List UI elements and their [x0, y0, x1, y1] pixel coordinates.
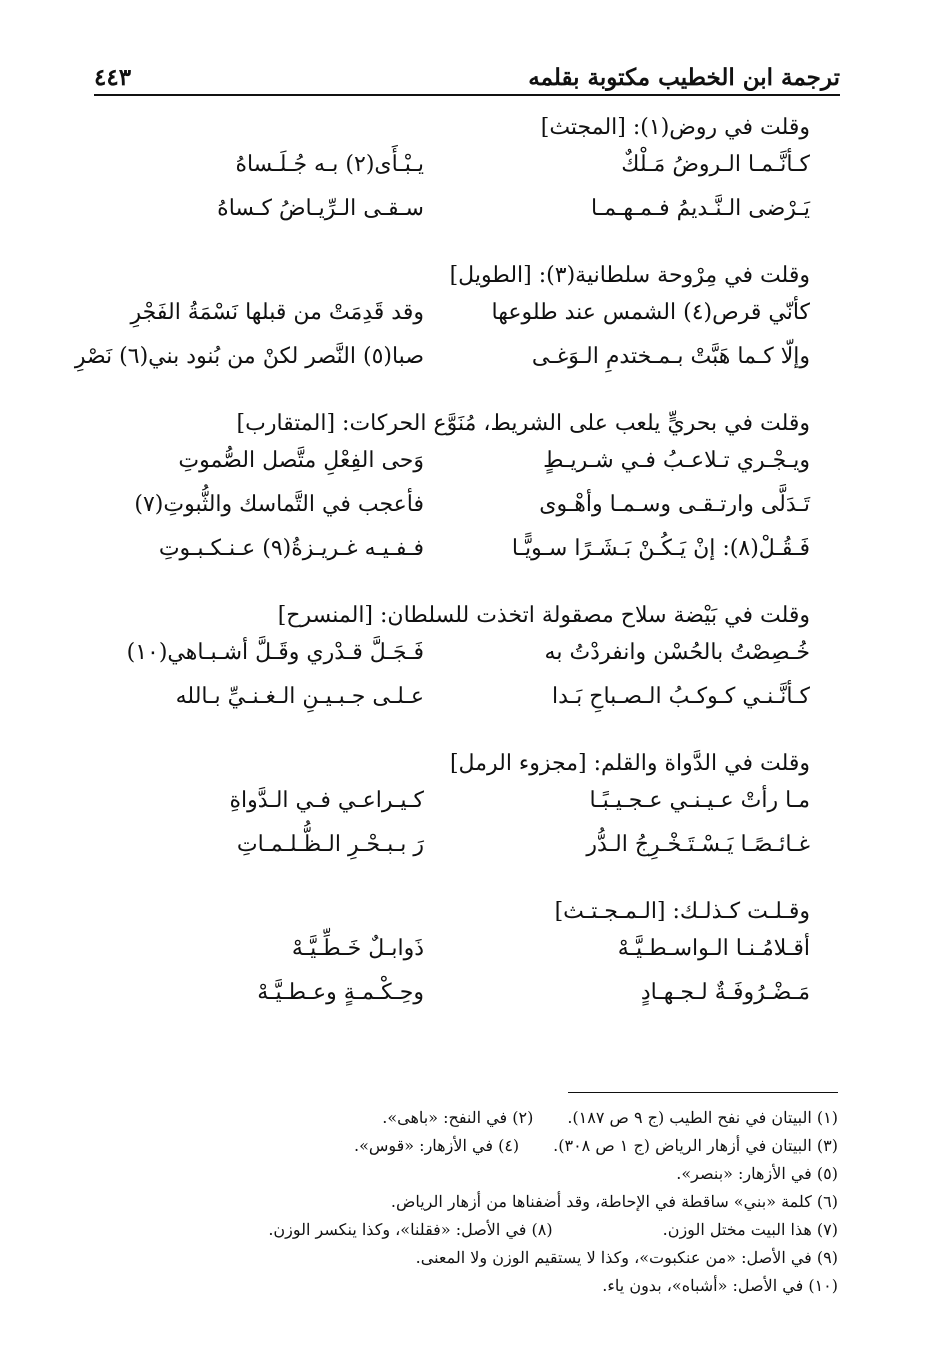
verse-second-hemistich: رَ بـبـحْـرِ الـظُّـلـمـاتِ [236, 832, 424, 857]
verse-second-hemistich: عـلـى جـبـيـنِ الـغـنـيِّ بـالله [175, 684, 424, 709]
page-number: ٤٤٣ [94, 64, 132, 91]
poem-section [100, 748, 810, 876]
verse-first-hemistich: كـأنَّـنـي كـوكـبُ الـصـباحِ بَـدا [552, 684, 810, 709]
verse-second-hemistich: فَـجَـلَّ قـدْري وقَـلَّ أشـبـاهي(١٠) [126, 640, 424, 665]
footnote-line [120, 1104, 838, 1132]
footnote-separator [568, 1092, 838, 1093]
footnote-line [120, 1272, 838, 1300]
verse-first-hemistich: ويـجْـري تـلاعـبُ فـي شـريـطٍ [543, 448, 810, 473]
running-title: ترجمة ابن الخطيب مكتوبة بقلمه [528, 64, 840, 91]
poem-intro: وقلت في الدَّواة والقلم: [مجزوء الرمل] [449, 751, 810, 776]
poem-section [100, 896, 810, 1024]
footnote: (٢) في النفح: «باهى». [382, 1108, 534, 1127]
verse-line [100, 536, 810, 580]
verse-first-hemistich: يَـرْضى الـنَّـديمُ فـمـهـمـا [591, 196, 810, 221]
page-header [94, 60, 840, 96]
verse-line [100, 832, 810, 876]
footnotes [120, 1104, 838, 1300]
verse-first-hemistich: أقـلامُـنـا الـواسـطـيَّـهْ [617, 936, 810, 961]
verse-line [100, 196, 810, 240]
footnote-line [120, 1160, 838, 1188]
verse-line [100, 936, 810, 980]
footnote: (٧) هذا البيت مختل الوزن. [662, 1220, 838, 1239]
header-rule [94, 94, 840, 96]
verse-line [100, 492, 810, 536]
footnote: (٦) كلمة «بني» ساقطة في الإحاطة، وقد أضفناها من أزهار الرياض. [390, 1192, 838, 1211]
verse-line [100, 640, 810, 684]
poem-section [100, 600, 810, 728]
footnote: (١٠) في الأصل: «أشباه»، بدون ياء. [602, 1276, 838, 1295]
verse-line [100, 684, 810, 728]
poem-intro: وقلت في بحريٍّ يلعب على الشريط، مُنَوَّع الحركات: [المتقارب] [236, 411, 810, 436]
verse-line [100, 300, 810, 344]
poem-intro: وقلت في روض(١): [المجتث] [540, 115, 810, 140]
verse-line [100, 448, 810, 492]
poem-intro: وقلت في بَيْضة سلاح مصقولة اتخذت للسلطان: [المنسرح] [277, 603, 810, 628]
verse-line [100, 788, 810, 832]
footnote-line [120, 1132, 838, 1160]
poem-section [100, 112, 810, 240]
verse-first-hemistich: تَـدَلَّى وارتـقـى وسـمـا وأهْـوى [539, 492, 810, 517]
footnote-line [120, 1216, 838, 1244]
verse-second-hemistich: فـفـيـه غـريـزةُ(٩) عـنـكـبـوتِ [158, 536, 424, 561]
verse-line [74, 344, 810, 388]
verse-second-hemistich: يـبْـأَى(٢) بـه جُـلَـساهُ [235, 152, 424, 177]
verse-second-hemistich: وحِـكْـمـةٍ وعـطـيَّـهْ [257, 980, 424, 1005]
verse-second-hemistich: سـقـى الـرِّيـاضُ كـساهُ [217, 196, 424, 221]
verse-first-hemistich: كـأنَّـمـا الـروضُ مَـلْكٌ [621, 152, 810, 177]
verse-line [100, 152, 810, 196]
footnote-line [120, 1188, 838, 1216]
footnote-line [120, 1244, 838, 1272]
verse-first-hemistich: كأنّي قرص(٤) الشمس عند طلوعها [491, 300, 810, 325]
verse-line [100, 980, 810, 1024]
verse-first-hemistich: وإلّا كـما هَبَّتْ بـمـختدمِ الـوَغـى [531, 344, 810, 369]
verse-second-hemistich: فأعجب في التَّماسك والثُّبوتِ(٧) [134, 492, 424, 517]
poem-section [100, 408, 810, 580]
poem-section [74, 260, 810, 388]
verse-second-hemistich: كـيـراعـي فـي الـدَّواةِ [229, 788, 424, 813]
verse-second-hemistich: صبا(٥) النَّصر لكنْ من بُنود بني(٦) نَصْرِ [74, 344, 424, 369]
verse-first-hemistich: فَـقُـلْ(٨): إنْ يَـكُـنْ بَـشَـرًا سـويًّـا [511, 536, 810, 561]
footnote: (١) البيتان في نفح الطيب (ج ٩ ص ١٨٧). [567, 1108, 838, 1127]
verse-first-hemistich: غـائـصًـا يَـسْـتَـخْـرِجُ الـدُّر [586, 832, 810, 857]
poem-intro: وقـلـت كـذلـك: [الـمـجـتـث] [554, 899, 810, 924]
poem-body [74, 112, 810, 1044]
verse-second-hemistich: ذَوابـلٌ خَـطِّـيَّـهْ [291, 936, 424, 961]
verse-first-hemistich: مـا رأتْ عـيـنـي عـجـيـبًـا [589, 788, 810, 813]
poem-intro: وقلت في مِرْوحة سلطانية(٣): [الطويل] [449, 263, 810, 288]
footnote: (٩) في الأصل: «من عنكبوت»، وكذا لا يستقيم الوزن ولا المعنى. [415, 1248, 838, 1267]
verse-first-hemistich: مَـضْـرُوفَـةٌ لـجـهـادٍ [640, 980, 810, 1005]
verse-second-hemistich: وَحى الفِعْلِ متَّصل الصُّموتِ [178, 448, 424, 473]
footnote: (٨) في الأصل: «فقلنا»، وكذا ينكسر الوزن. [268, 1220, 553, 1239]
verse-first-hemistich: خُـصِصْتُ بالحُسْن وانفردْتُ به [544, 640, 810, 665]
verse-second-hemistich: وقد قَدِمَتْ من قبلها نَسْمَةُ الفَجْرِ [130, 300, 424, 325]
footnote: (٤) في الأزهار: «قوس». [353, 1136, 520, 1155]
footnote: (٣) البيتان في أزهار الرياض (ج ١ ص ٣٠٨). [553, 1136, 838, 1155]
footnote: (٥) في الأزهار: «بنصر». [676, 1164, 838, 1183]
